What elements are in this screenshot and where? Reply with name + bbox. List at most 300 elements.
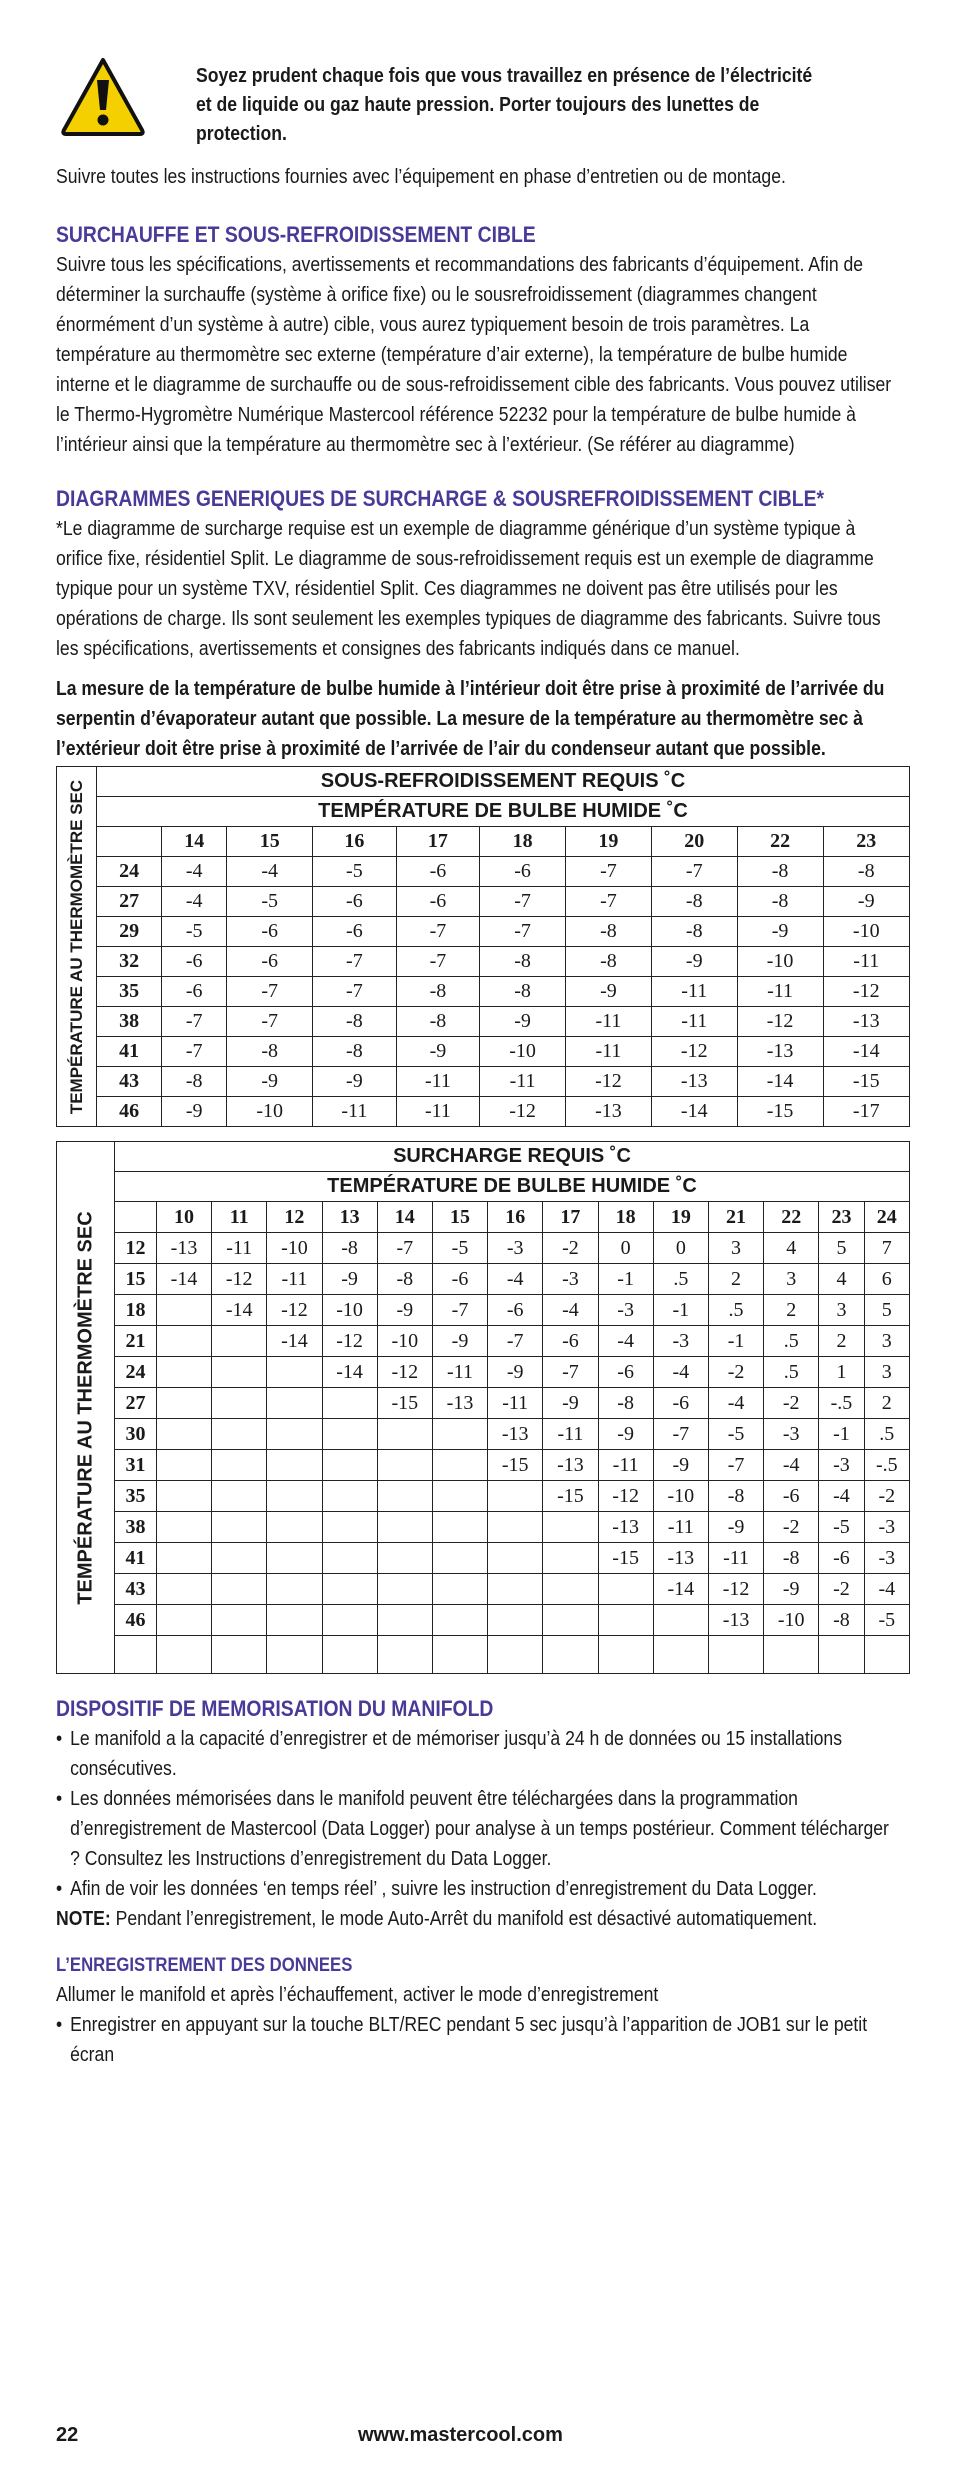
- superheat-table: [56, 1141, 910, 1674]
- table-cell: -11: [566, 1007, 652, 1037]
- column-header: 23: [823, 827, 909, 857]
- row-header: 31: [115, 1450, 157, 1481]
- table-cell: [267, 1450, 322, 1481]
- table-cell: -.5: [864, 1450, 909, 1481]
- table-cell: [212, 1605, 267, 1636]
- bullet-item: • Afin de voir les données ‘en temps réel’ , suivre les instruction d’enregistrement du Data Logger.: [56, 1874, 898, 1904]
- table-cell: -12: [480, 1097, 566, 1127]
- table-cell: -9: [227, 1067, 313, 1097]
- column-header: 17: [543, 1202, 598, 1233]
- row-header: 43: [115, 1574, 157, 1605]
- column-header: 23: [819, 1202, 864, 1233]
- table-cell: [156, 1481, 211, 1512]
- table-cell: [156, 1419, 211, 1450]
- table-cell: -7: [313, 947, 397, 977]
- table-cell: -3: [543, 1264, 598, 1295]
- intro-text: Suivre toutes les instructions fournies avec l’équipement en phase d’entretien ou de montage.: [56, 166, 786, 188]
- column-header: 18: [598, 1202, 653, 1233]
- table-cell: -1: [819, 1419, 864, 1450]
- table-cell: -7: [480, 887, 566, 917]
- table-column-header-row: [57, 1202, 910, 1233]
- table-cell: -15: [598, 1543, 653, 1574]
- table-cell: [267, 1419, 322, 1450]
- table-cell: -7: [566, 887, 652, 917]
- table-cell: [432, 1574, 487, 1605]
- table-row: [57, 1481, 910, 1512]
- table-cell: -11: [651, 1007, 737, 1037]
- section-body-recording: Allumer le manifold et après l’échauffement, activer le mode d’enregistrement: [56, 1984, 659, 2006]
- table-cell: -11: [708, 1543, 763, 1574]
- row-header: 27: [97, 887, 162, 917]
- table-cell: -7: [227, 977, 313, 1007]
- column-header: 14: [377, 1202, 432, 1233]
- section-body-superheat: Suivre tous les spécifications, avertissements et recommandations des fabricants d’équipement. Afin de déterminer la surchauffe (système à orifice fixe) ou le sousrefroidissement (diagrammes changent énormément d’un système à autre) cible, vous aurez typiquement besoin de trois paramètres. La température au thermomètre sec externe (température d’air externe), la température de bulbe humide interne et le diagramme de surchauffe ou de sous-refroidissement cible des fabricants. Vous pouvez utiliser le Thermo-Hygromètre Numérique Mastercool référence 52232 pour la température de bulbe humide à l’intérieur ainsi que la température au thermomètre sec à l’extérieur. (Se référer au diagramme): [56, 254, 892, 456]
- table-cell: [598, 1605, 653, 1636]
- spacer-cell: [543, 1636, 598, 1674]
- table-cell: 3: [819, 1295, 864, 1326]
- table-cell: .5: [708, 1295, 763, 1326]
- table-cell: -3: [864, 1543, 909, 1574]
- table-cell: 2: [708, 1264, 763, 1295]
- table-cell: [267, 1574, 322, 1605]
- table-cell: -7: [432, 1295, 487, 1326]
- row-header: 24: [97, 857, 162, 887]
- table-cell: -2: [764, 1512, 819, 1543]
- table-cell: [377, 1481, 432, 1512]
- table-cell: -4: [488, 1264, 543, 1295]
- table-cell: [322, 1481, 377, 1512]
- table-cell: 2: [764, 1295, 819, 1326]
- table-cell: 3: [864, 1326, 909, 1357]
- bullet-item: • Enregistrer en appuyant sur la touche BLT/REC pendant 5 sec jusqu’à l’apparition de JOB1 sur le petit écran: [56, 2010, 898, 2070]
- table-cell: -7: [396, 947, 480, 977]
- table-cell: -3: [653, 1326, 708, 1357]
- table-row: [57, 1264, 910, 1295]
- table-cell: -7: [488, 1326, 543, 1357]
- table-cell: 4: [764, 1233, 819, 1264]
- table-cell: -4: [227, 857, 313, 887]
- row-header: 41: [115, 1543, 157, 1574]
- table-cell: -12: [267, 1295, 322, 1326]
- row-header: 46: [97, 1097, 162, 1127]
- spacer-cell: [156, 1636, 211, 1674]
- table-cell: [322, 1605, 377, 1636]
- table-cell: -6: [396, 857, 480, 887]
- table-cell: [377, 1419, 432, 1450]
- table-cell: -4: [864, 1574, 909, 1605]
- table-row: [57, 947, 910, 977]
- table-cell: -8: [313, 1037, 397, 1067]
- table-cell: -5: [227, 887, 313, 917]
- row-header: 46: [115, 1605, 157, 1636]
- table-subtitle: TEMPÉRATURE DE BULBE HUMIDE ˚C: [115, 1172, 910, 1202]
- table-row: [57, 1357, 910, 1388]
- table-cell: -11: [651, 977, 737, 1007]
- table-cell: -14: [651, 1097, 737, 1127]
- table-cell: -6: [598, 1357, 653, 1388]
- column-header: 10: [156, 1202, 211, 1233]
- table-cell: [432, 1543, 487, 1574]
- table-cell: .5: [864, 1419, 909, 1450]
- table-cell: -7: [543, 1357, 598, 1388]
- table-cell: [156, 1357, 211, 1388]
- section-title-superheat: SURCHAUFFE ET SOUS-REFROIDISSEMENT CIBLE: [56, 222, 536, 247]
- column-header: 20: [651, 827, 737, 857]
- table-cell: [377, 1605, 432, 1636]
- table-cell: [543, 1574, 598, 1605]
- table-cell: [212, 1419, 267, 1450]
- table-cell: -2: [864, 1481, 909, 1512]
- table-cell: -1: [708, 1326, 763, 1357]
- spacer-cell: [212, 1636, 267, 1674]
- table-title-row: [57, 767, 910, 797]
- table-cell: [212, 1450, 267, 1481]
- section-title-memory: DISPOSITIF DE MEMORISATION DU MANIFOLD: [56, 1696, 494, 1721]
- table-cell: -11: [480, 1067, 566, 1097]
- row-header: 35: [97, 977, 162, 1007]
- table-cell: -10: [653, 1481, 708, 1512]
- warning-text: Soyez prudent chaque fois que vous travaillez en présence de l’électricité et de liquide ou gaz haute pression. Porter toujours des lunettes de protection.: [196, 65, 813, 145]
- table-title: SOUS-REFROIDISSEMENT REQUIS ˚C: [97, 767, 910, 797]
- spacer-cell: [322, 1636, 377, 1674]
- table-cell: [212, 1481, 267, 1512]
- note-text: Pendant l’enregistrement, le mode Auto-Arrêt du manifold est désactivé automatiquement.: [110, 1908, 818, 1930]
- table-cell: -4: [162, 857, 227, 887]
- spacer-cell: [488, 1636, 543, 1674]
- row-header: 43: [97, 1067, 162, 1097]
- table-cell: -10: [737, 947, 823, 977]
- column-header: 19: [653, 1202, 708, 1233]
- table-cell: -6: [543, 1326, 598, 1357]
- table-cell: -9: [708, 1512, 763, 1543]
- section-title-charts: DIAGRAMMES GENERIQUES DE SURCHARGE & SOUSREFROIDISSEMENT CIBLE*: [56, 486, 825, 511]
- memory-bullet-list: [56, 1724, 898, 1904]
- table-cell: -10: [480, 1037, 566, 1067]
- table-cell: -13: [708, 1605, 763, 1636]
- row-header: 24: [115, 1357, 157, 1388]
- table-title: SURCHARGE REQUIS ˚C: [115, 1142, 910, 1172]
- footer-url: www.mastercool.com: [358, 2424, 563, 2446]
- table-cell: -14: [653, 1574, 708, 1605]
- table-cell: -8: [598, 1388, 653, 1419]
- table-cell: 5: [864, 1295, 909, 1326]
- table-cell: -3: [864, 1512, 909, 1543]
- table-cell: -5: [819, 1512, 864, 1543]
- table-cell: -8: [480, 977, 566, 1007]
- table-cell: [598, 1574, 653, 1605]
- side-label-cell: [57, 1142, 115, 1674]
- table-cell: -6: [227, 917, 313, 947]
- table-cell: -4: [162, 887, 227, 917]
- table-cell: -12: [651, 1037, 737, 1067]
- table-cell: -6: [162, 977, 227, 1007]
- corner-cell: [115, 1202, 157, 1233]
- spacer-cell: [267, 1636, 322, 1674]
- table-cell: -7: [480, 917, 566, 947]
- table-cell: -6: [432, 1264, 487, 1295]
- table-cell: -15: [488, 1450, 543, 1481]
- footer: [56, 2424, 898, 2454]
- table-cell: -10: [823, 917, 909, 947]
- table-cell: -9: [543, 1388, 598, 1419]
- table-cell: -7: [708, 1450, 763, 1481]
- table-cell: -9: [432, 1326, 487, 1357]
- row-header: 15: [115, 1264, 157, 1295]
- table-cell: [432, 1605, 487, 1636]
- table-cell: -6: [313, 887, 397, 917]
- table-cell: -7: [566, 857, 652, 887]
- table-cell: -2: [764, 1388, 819, 1419]
- table-cell: -11: [212, 1233, 267, 1264]
- table-cell: 2: [864, 1388, 909, 1419]
- table-cell: -8: [162, 1067, 227, 1097]
- table-cell: 0: [598, 1233, 653, 1264]
- row-header: 35: [115, 1481, 157, 1512]
- table-cell: -13: [156, 1233, 211, 1264]
- table-cell: -8: [313, 1007, 397, 1037]
- memory-note: [56, 1904, 898, 1934]
- table-cell: [543, 1512, 598, 1543]
- recording-bullet-list: [56, 2010, 898, 2070]
- column-header: 16: [313, 827, 397, 857]
- row-header: 38: [115, 1512, 157, 1543]
- table-cell: -7: [651, 857, 737, 887]
- table-cell: [267, 1605, 322, 1636]
- column-header: 16: [488, 1202, 543, 1233]
- table-cell: [267, 1357, 322, 1388]
- row-header: 41: [97, 1037, 162, 1067]
- row-header: 21: [115, 1326, 157, 1357]
- column-header: 11: [212, 1202, 267, 1233]
- table-cell: [322, 1388, 377, 1419]
- table-cell: -3: [598, 1295, 653, 1326]
- side-label: TEMPÉRATURE AU THERMOMÈTRE SEC: [66, 779, 86, 1114]
- table-row: [57, 1605, 910, 1636]
- table-cell: -8: [566, 917, 652, 947]
- table-row: [57, 1097, 910, 1127]
- table-cell: [267, 1481, 322, 1512]
- table-cell: -8: [396, 1007, 480, 1037]
- table-cell: -8: [737, 887, 823, 917]
- table-cell: [432, 1512, 487, 1543]
- column-header: 22: [737, 827, 823, 857]
- table-cell: 5: [819, 1233, 864, 1264]
- table-cell: -8: [651, 917, 737, 947]
- bullet-item: • Le manifold a la capacité d’enregistrer et de mémoriser jusqu’à 24 h de données ou 15 installations consécutives.: [56, 1724, 898, 1784]
- table-cell: -7: [227, 1007, 313, 1037]
- table-cell: [322, 1419, 377, 1450]
- table-cell: -9: [313, 1067, 397, 1097]
- row-header: 12: [115, 1233, 157, 1264]
- table-cell: [267, 1543, 322, 1574]
- table-cell: -7: [653, 1419, 708, 1450]
- table-cell: -6: [313, 917, 397, 947]
- table-cell: -7: [396, 917, 480, 947]
- table-cell: -10: [267, 1233, 322, 1264]
- row-header: 18: [115, 1295, 157, 1326]
- table-cell: -8: [480, 947, 566, 977]
- table-cell: -12: [823, 977, 909, 1007]
- table-row: [57, 917, 910, 947]
- table-cell: -1: [653, 1295, 708, 1326]
- column-header: 12: [267, 1202, 322, 1233]
- side-label: TEMPÉRATURE AU THERMOMÈTRE SEC: [74, 1210, 96, 1605]
- column-header: 22: [764, 1202, 819, 1233]
- table-cell: -15: [737, 1097, 823, 1127]
- table-cell: -9: [651, 947, 737, 977]
- table-cell: -13: [566, 1097, 652, 1127]
- warning-block: [56, 56, 898, 146]
- table-cell: -13: [651, 1067, 737, 1097]
- table-cell: -8: [322, 1233, 377, 1264]
- table-cell: -10: [227, 1097, 313, 1127]
- table-cell: [432, 1419, 487, 1450]
- table-cell: -3: [764, 1419, 819, 1450]
- table-cell: 3: [764, 1264, 819, 1295]
- table-cell: -14: [156, 1264, 211, 1295]
- table-cell: [377, 1512, 432, 1543]
- table-row: [57, 977, 910, 1007]
- corner-cell: [97, 827, 162, 857]
- table-cell: -7: [313, 977, 397, 1007]
- table-cell: -6: [653, 1388, 708, 1419]
- table-cell: -15: [377, 1388, 432, 1419]
- table-cell: [488, 1574, 543, 1605]
- table-cell: .5: [653, 1264, 708, 1295]
- table-cell: -10: [377, 1326, 432, 1357]
- subcooling-table: [56, 766, 910, 1127]
- table-cell: [377, 1574, 432, 1605]
- table-cell: -8: [227, 1037, 313, 1067]
- table-cell: [322, 1574, 377, 1605]
- table-cell: -13: [432, 1388, 487, 1419]
- table-cell: -8: [377, 1264, 432, 1295]
- table-row: [57, 887, 910, 917]
- table-row: [57, 1574, 910, 1605]
- table-cell: -4: [598, 1326, 653, 1357]
- column-header: 19: [566, 827, 652, 857]
- table-cell: -5: [432, 1233, 487, 1264]
- table-cell: -11: [396, 1097, 480, 1127]
- table-cell: [543, 1543, 598, 1574]
- table-cell: -12: [708, 1574, 763, 1605]
- table-subtitle-row: [57, 1172, 910, 1202]
- table-cell: -9: [322, 1264, 377, 1295]
- bullet-item: • Les données mémorisées dans le manifold peuvent être téléchargées dans la programmation d’enregistrement de Mastercool (Data Logger) pour analyse à un temps postérieur. Comment télécharger ? Consultez les Instructions d’enregistrement du Data Logger.: [56, 1784, 898, 1874]
- column-header: 14: [162, 827, 227, 857]
- table-cell: -5: [708, 1419, 763, 1450]
- table-cell: -8: [823, 857, 909, 887]
- table-cell: -14: [267, 1326, 322, 1357]
- table-cell: -13: [488, 1419, 543, 1450]
- table-cell: [543, 1605, 598, 1636]
- table-cell: -9: [764, 1574, 819, 1605]
- table-cell: [156, 1388, 211, 1419]
- table-cell: [212, 1574, 267, 1605]
- table-cell: [322, 1450, 377, 1481]
- table-cell: [322, 1512, 377, 1543]
- table-cell: -6: [764, 1481, 819, 1512]
- table-cell: [267, 1388, 322, 1419]
- table-cell: [267, 1512, 322, 1543]
- table-cell: -6: [480, 857, 566, 887]
- table-cell: -8: [396, 977, 480, 1007]
- table-cell: -5: [162, 917, 227, 947]
- row-header: 30: [115, 1419, 157, 1450]
- table-subtitle-row: [57, 797, 910, 827]
- table-cell: -11: [653, 1512, 708, 1543]
- table-column-header-row: [57, 827, 910, 857]
- table-cell: [212, 1357, 267, 1388]
- table-cell: -9: [162, 1097, 227, 1127]
- table-cell: .5: [764, 1357, 819, 1388]
- table-cell: -11: [313, 1097, 397, 1127]
- table-cell: -.5: [819, 1388, 864, 1419]
- table-cell: -9: [823, 887, 909, 917]
- table-cell: -5: [313, 857, 397, 887]
- table-cell: -8: [819, 1605, 864, 1636]
- spacer-cell: [764, 1636, 819, 1674]
- table-cell: -9: [598, 1419, 653, 1450]
- table-cell: [653, 1605, 708, 1636]
- table-cell: -11: [267, 1264, 322, 1295]
- table-cell: -5: [864, 1605, 909, 1636]
- table-cell: -11: [598, 1450, 653, 1481]
- table-cell: [156, 1543, 211, 1574]
- table-cell: [156, 1605, 211, 1636]
- column-header: 18: [480, 827, 566, 857]
- table-row: [57, 1067, 910, 1097]
- table-cell: -14: [322, 1357, 377, 1388]
- spacer-cell: [598, 1636, 653, 1674]
- spacer-cell: [864, 1636, 909, 1674]
- table-cell: -12: [566, 1067, 652, 1097]
- table-cell: -11: [566, 1037, 652, 1067]
- table-cell: [156, 1512, 211, 1543]
- row-header: 38: [97, 1007, 162, 1037]
- table-row: [57, 1326, 910, 1357]
- column-header: 15: [432, 1202, 487, 1233]
- table-cell: -4: [543, 1295, 598, 1326]
- table-cell: -8: [764, 1543, 819, 1574]
- table-cell: -15: [823, 1067, 909, 1097]
- table-cell: -17: [823, 1097, 909, 1127]
- spacer-cell: [432, 1636, 487, 1674]
- table-cell: -12: [322, 1326, 377, 1357]
- table-cell: -15: [543, 1481, 598, 1512]
- spacer-cell: [819, 1636, 864, 1674]
- table-cell: [156, 1326, 211, 1357]
- table-cell: -7: [162, 1007, 227, 1037]
- table-cell: [488, 1605, 543, 1636]
- table-cell: [377, 1450, 432, 1481]
- table-cell: -13: [653, 1543, 708, 1574]
- table-cell: [377, 1543, 432, 1574]
- table-cell: -9: [480, 1007, 566, 1037]
- row-header: 27: [115, 1388, 157, 1419]
- table-cell: 1: [819, 1357, 864, 1388]
- table-cell: -11: [432, 1357, 487, 1388]
- table-cell: -11: [737, 977, 823, 1007]
- side-label-cell: [57, 767, 97, 1127]
- table-row: [57, 1295, 910, 1326]
- table-cell: [212, 1326, 267, 1357]
- table-cell: -8: [651, 887, 737, 917]
- table-cell: [488, 1543, 543, 1574]
- table-cell: -12: [212, 1264, 267, 1295]
- table-cell: [212, 1388, 267, 1419]
- table-cell: -12: [737, 1007, 823, 1037]
